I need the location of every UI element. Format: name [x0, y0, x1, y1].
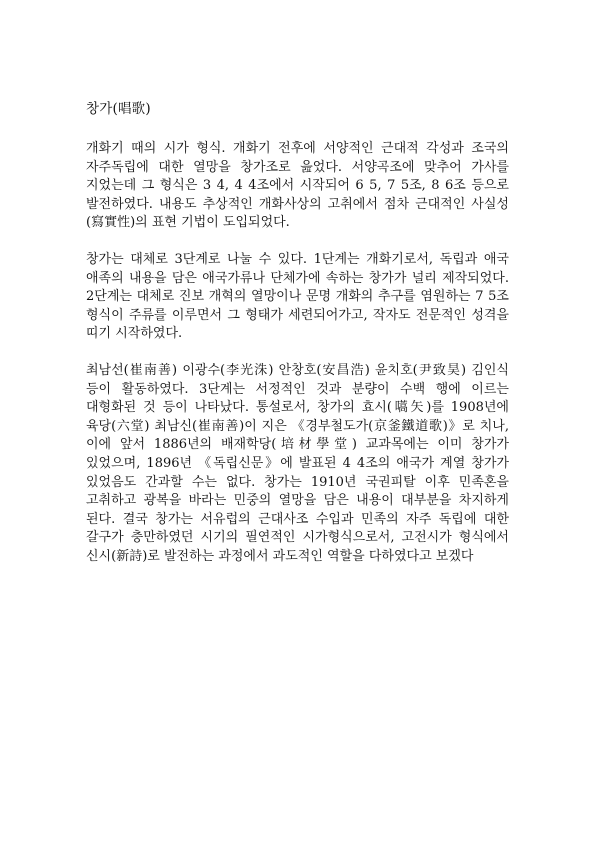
paragraph-definition: 개화기 때의 시가 형식. 개화기 전후에 서양적인 근대적 각성과 조국의 자주독립에 대한 열망을 창가조로 읊었다. 서양곡조에 맞추어 가사를 지었는데 그 형식은 3 4, 4 4조에서 시작되어 6 5, 7 5조, 8 6조 등으로 발전하였다. 내용도 추상적인 개화사상의 고취에서 점차 근대적인 사실성(寫實性)의 표현 기법이 도입되었다. — [86, 141, 509, 231]
paragraph-stages: 창가는 대체로 3단계로 나눌 수 있다. 1단계는 개화기로서, 독립과 애국 애족의 내용을 담은 애국가류나 단체가에 속하는 창가가 널리 제작되었다. 2단계는 대체로 진보 개혁의 열망이나 문명 개화의 추구를 염원하는 7 5조 형식이 주류를 이루면서 그 형태가 세련되어가고, 작자도 전문적인 성격을 띠기 시작하였다. — [86, 251, 509, 342]
paragraph-history: 최남선(崔南善) 이광수(李光洙) 안창호(安昌浩) 윤치호(尹致昊) 김인식 등이 활동하였다. 3단계는 서정적인 것과 분량이 수백 행에 이르는 대형화된 것 등이 나타났다. 통설로서, 창가의 효시(嚆矢)를 1908년에 육당(六堂) 최남신(崔南善)이 지은 《경부철도가(京釜鐵道歌)》로 치나, 이에 앞서 1886년의 배재학당(培材學堂) 교과목에는 이미 창가가 있었으며, 1896년 《독립신문》에 발표된 4 4조의 애국가 계열 창가가 있었음도 간과할 수는 없다. 창가는 1910년 국권피탈 이후 민족혼을 고취하고 광복을 바라는 민중의 열망을 담은 내용이 대부분을 차지하게 된다. 결국 창가는 서유럽의 근대사조 수입과 민족의 자주 독립에 대한 갈구가 충만하였던 시기의 필연적인 시가형식으로서, 고전시가 형식에서 신시(新詩)로 발전하는 과정에서 과도적인 역할을 다하였다고 보겠다 — [86, 362, 509, 564]
document-title: 창가(唱歌) — [86, 101, 151, 117]
